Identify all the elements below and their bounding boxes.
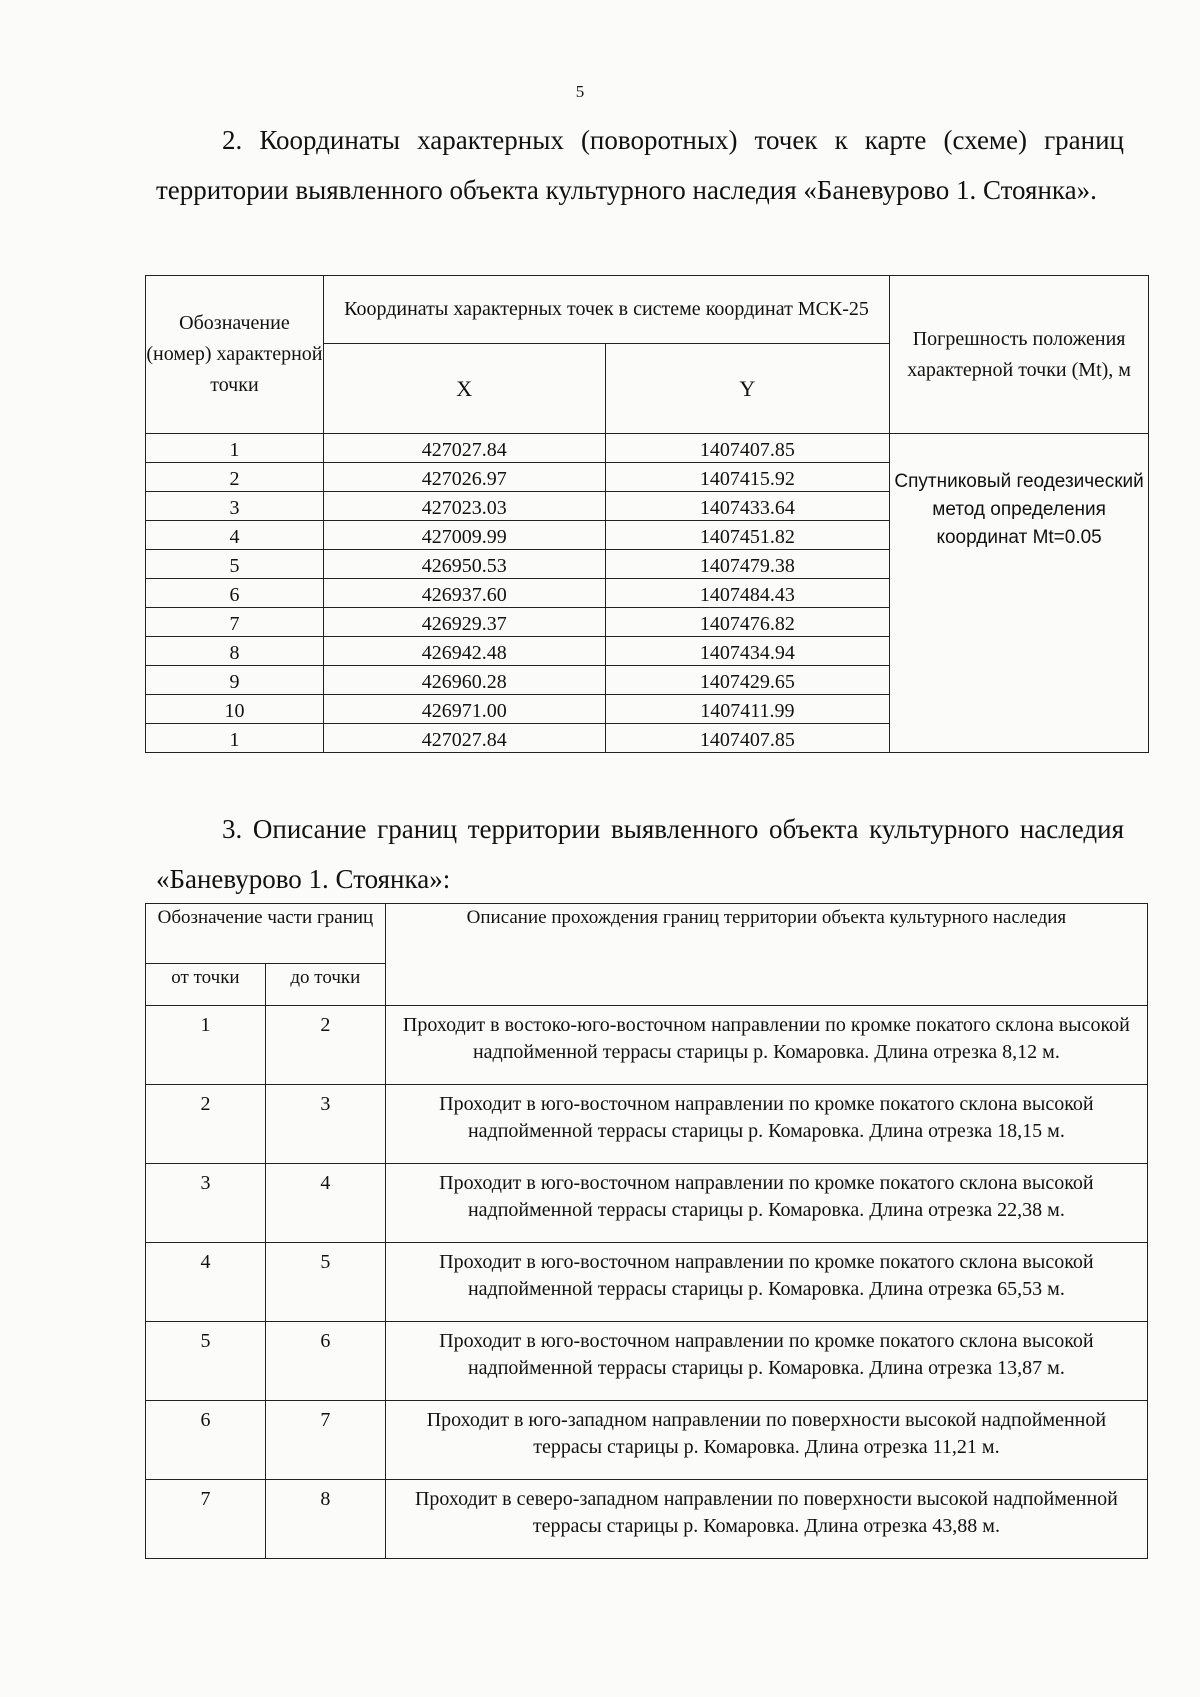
y-coordinate-cell: 1407433.64 <box>605 492 890 521</box>
boundary-row <box>146 1085 1148 1164</box>
description-cell: Проходит в юго-восточном направлении по кромке покатого склона высокой надпойменной террасы старицы р. Комаровка. Длина отрезка 65,53 м. <box>385 1243 1147 1322</box>
coords-header: Координаты характерных точек в системе координат МСК-25 <box>323 276 889 344</box>
to-point-cell: 5 <box>265 1243 385 1322</box>
accuracy-cell: Спутниковый геодезический метод определения координат Mt=0.05 <box>890 434 1149 753</box>
section-3-text: 3. Описание границ территории выявленного объекта культурного наследия «Баневурово 1. Стоянка»: <box>156 814 1124 894</box>
to-point-cell: 6 <box>265 1322 385 1401</box>
x-coordinate-cell: 427023.03 <box>323 492 605 521</box>
description-cell: Проходит в востоко-юго-восточном направлении по кромке покатого склона высокой надпойменной террасы старицы р. Комаровка. Длина отрезка 8,12 м. <box>385 1006 1147 1085</box>
description-cell: Проходит в юго-восточном направлении по кромке покатого склона высокой надпойменной террасы старицы р. Комаровка. Длина отрезка 22,38 м. <box>385 1164 1147 1243</box>
y-coordinate-cell: 1407429.65 <box>605 666 890 695</box>
x-coordinate-cell: 426929.37 <box>323 608 605 637</box>
section-2-heading <box>156 115 1124 215</box>
boundary-row <box>146 1243 1148 1322</box>
from-point-cell: 7 <box>146 1480 266 1559</box>
x-coordinate-cell: 427027.84 <box>323 434 605 463</box>
y-coordinate-cell: 1407415.92 <box>605 463 890 492</box>
boundary-row <box>146 1006 1148 1085</box>
description-cell: Проходит в юго-западном направлении по поверхности высокой надпойменной террасы старицы р. Комаровка. Длина отрезка 11,21 м. <box>385 1401 1147 1480</box>
y-coordinate-cell: 1407484.43 <box>605 579 890 608</box>
y-coordinate-cell: 1407411.99 <box>605 695 890 724</box>
section-2-text: 2. Координаты характерных (поворотных) точек к карте (схеме) границ территории выявленного объекта культурного наследия «Баневурово 1. Стоянка». <box>156 125 1124 205</box>
from-point-cell: 3 <box>146 1164 266 1243</box>
point-number-cell: 3 <box>146 492 324 521</box>
from-point-cell: 4 <box>146 1243 266 1322</box>
point-number-cell: 7 <box>146 608 324 637</box>
boundary-row <box>146 1401 1148 1480</box>
to-point-cell: 4 <box>265 1164 385 1243</box>
page-number: 5 <box>575 82 585 101</box>
boundary-row <box>146 1322 1148 1401</box>
point-number-cell: 5 <box>146 550 324 579</box>
point-number-cell: 10 <box>146 695 324 724</box>
point-number-cell: 4 <box>146 521 324 550</box>
description-cell: Проходит в юго-восточном направлении по кромке покатого склона высокой надпойменной террасы старицы р. Комаровка. Длина отрезка 13,87 м. <box>385 1322 1147 1401</box>
from-point-cell: 1 <box>146 1006 266 1085</box>
to-point-cell: 7 <box>265 1401 385 1480</box>
x-coordinate-cell: 426942.48 <box>323 637 605 666</box>
point-number-cell: 1 <box>146 724 324 753</box>
from-point-cell: 5 <box>146 1322 266 1401</box>
x-coordinate-cell: 426971.00 <box>323 695 605 724</box>
y-coordinate-cell: 1407476.82 <box>605 608 890 637</box>
boundary-row <box>146 1480 1148 1559</box>
y-header: Y <box>605 344 890 434</box>
point-header: Обозначение (номер) характерной точки <box>146 276 324 434</box>
y-coordinate-cell: 1407451.82 <box>605 521 890 550</box>
x-coordinate-cell: 427026.97 <box>323 463 605 492</box>
point-number-cell: 8 <box>146 637 324 666</box>
from-point-cell: 6 <box>146 1401 266 1480</box>
x-coordinate-cell: 427009.99 <box>323 521 605 550</box>
y-coordinate-cell: 1407407.85 <box>605 724 890 753</box>
section-3-heading <box>156 804 1124 904</box>
x-coordinate-cell: 427027.84 <box>323 724 605 753</box>
boundary-row <box>146 1164 1148 1243</box>
point-number-cell: 9 <box>146 666 324 695</box>
to-point-cell: 8 <box>265 1480 385 1559</box>
desc-header: Описание прохождения границ территории объекта культурного наследия <box>385 904 1147 1006</box>
from-header: от точки <box>146 964 266 1006</box>
point-number-cell: 2 <box>146 463 324 492</box>
x-header: X <box>323 344 605 434</box>
description-cell: Проходит в северо-западном направлении по поверхности высокой надпойменной террасы старицы р. Комаровка. Длина отрезка 43,88 м. <box>385 1480 1147 1559</box>
y-coordinate-cell: 1407434.94 <box>605 637 890 666</box>
x-coordinate-cell: 426960.28 <box>323 666 605 695</box>
part-header: Обозначение части границ <box>146 904 386 964</box>
coord-row <box>146 434 1149 463</box>
to-point-cell: 3 <box>265 1085 385 1164</box>
x-coordinate-cell: 426937.60 <box>323 579 605 608</box>
from-point-cell: 2 <box>146 1085 266 1164</box>
y-coordinate-cell: 1407407.85 <box>605 434 890 463</box>
coordinates-table <box>145 275 1149 753</box>
point-number-cell: 1 <box>146 434 324 463</box>
accuracy-header: Погрешность положения характерной точки (Mt), м <box>890 276 1149 434</box>
description-cell: Проходит в юго-восточном направлении по кромке покатого склона высокой надпойменной террасы старицы р. Комаровка. Длина отрезка 18,15 м. <box>385 1085 1147 1164</box>
point-number-cell: 6 <box>146 579 324 608</box>
y-coordinate-cell: 1407479.38 <box>605 550 890 579</box>
to-header: до точки <box>265 964 385 1006</box>
boundary-table <box>145 903 1148 1559</box>
x-coordinate-cell: 426950.53 <box>323 550 605 579</box>
to-point-cell: 2 <box>265 1006 385 1085</box>
